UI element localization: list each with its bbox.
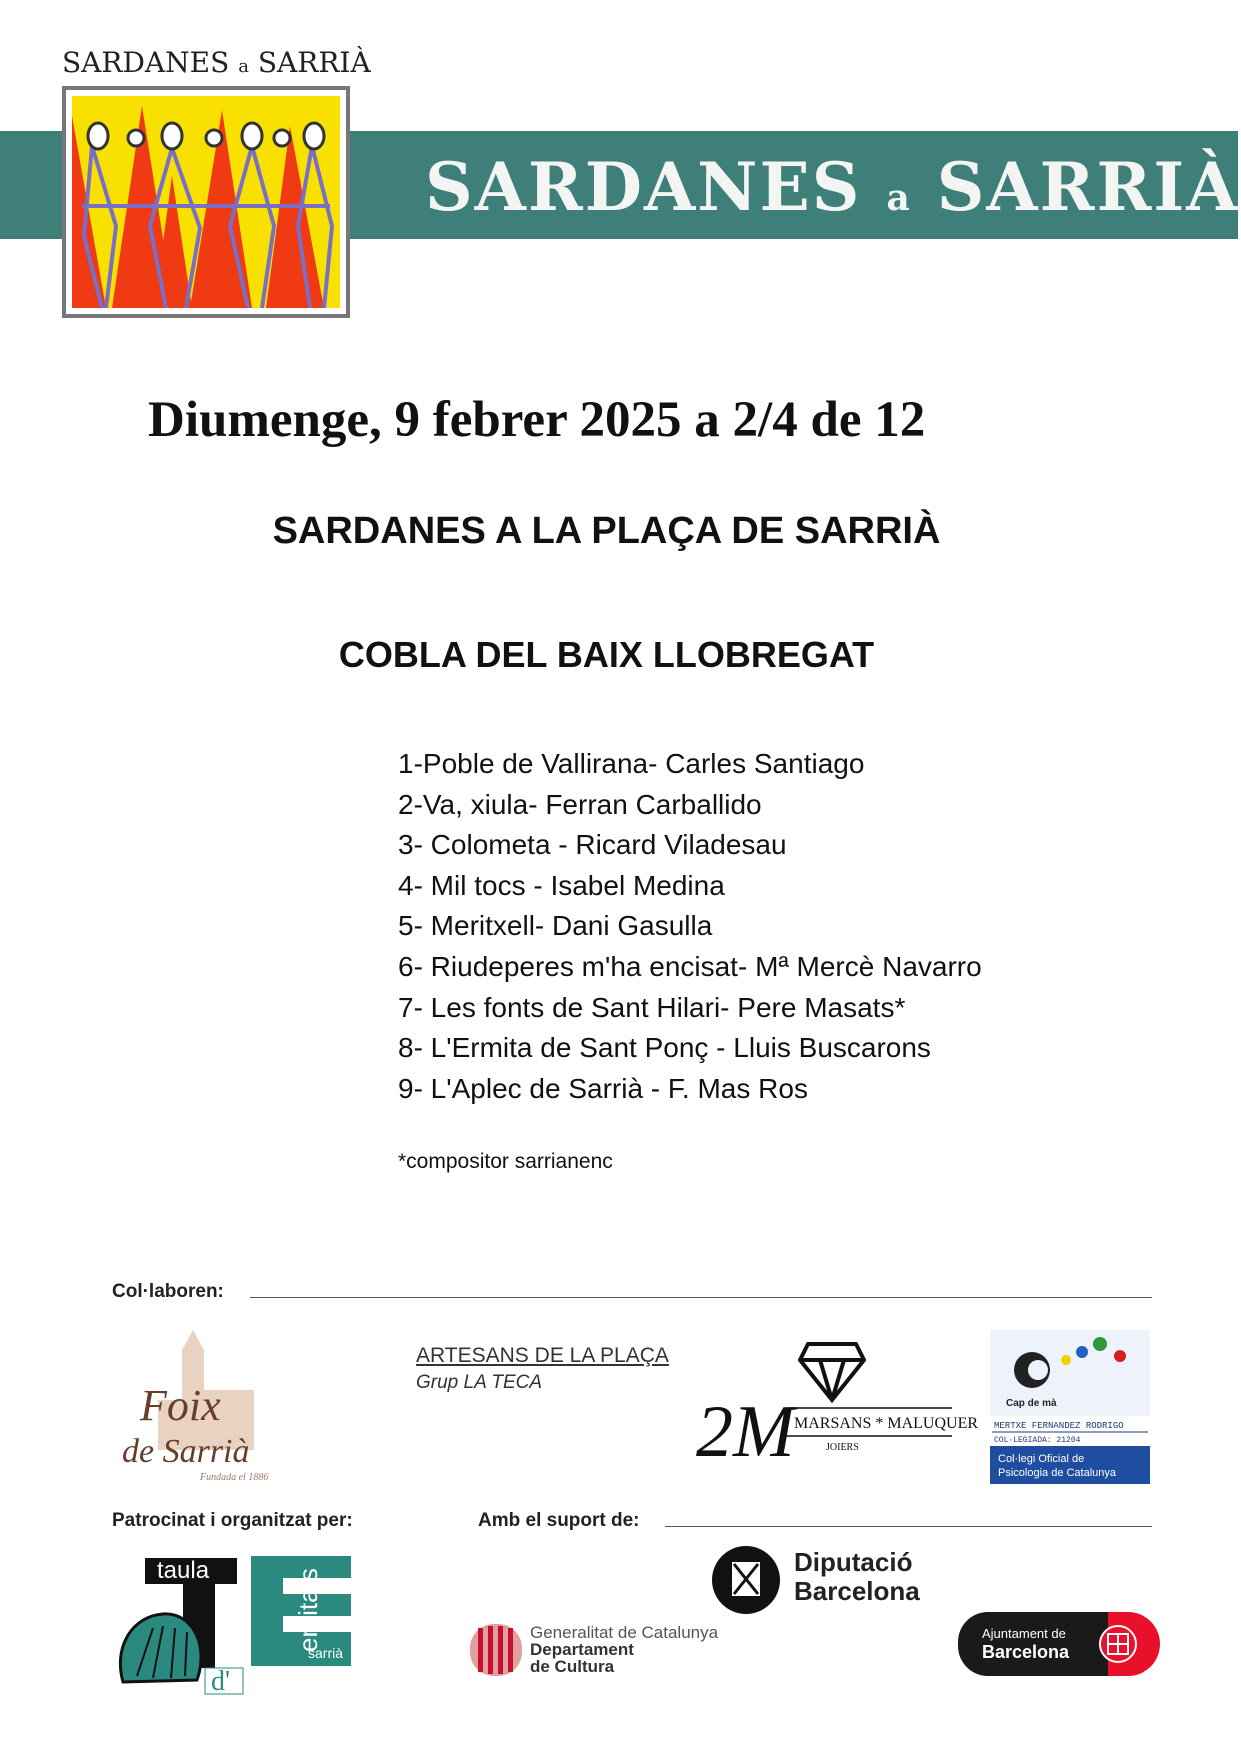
sardana-program-list	[398, 744, 1178, 1109]
list-item: 9- L'Aplec de Sarrià - F. Mas Ros	[398, 1072, 808, 1104]
ajuntament-line1: Ajuntament de	[982, 1626, 1066, 1641]
list-item: 6- Riudeperes m'ha encisat- Mª Mercè Navarro	[398, 950, 982, 982]
artesans-line1: ARTESANS DE LA PLAÇA	[416, 1344, 669, 1367]
diputacio-barcelona-logo	[710, 1544, 940, 1616]
event-date: Diumenge, 9 febrer 2025 a 2/4 de 12	[148, 392, 926, 448]
support-label: Amb el suport de:	[478, 1510, 640, 1531]
ajuntament-line2: Barcelona	[982, 1642, 1070, 1662]
marsans-monogram: 2M	[696, 1391, 795, 1473]
logo-title: SARDANES a SARRIÀ	[62, 46, 371, 79]
taula-word1: taula	[157, 1557, 210, 1584]
psico-brand: Cap de mà	[1006, 1398, 1057, 1409]
foix-tagline: Fundada el 1886	[200, 1472, 269, 1483]
taula-entitats-logo	[113, 1556, 353, 1696]
psico-college2: Psicologia de Catalunya	[998, 1467, 1117, 1479]
band-title: SARDANES a SARRIÀ	[425, 148, 1240, 226]
marsans-name: MARSANS * MALUQUER	[794, 1415, 979, 1432]
list-item: 2-Va, xiula- Ferran Carballido	[398, 788, 762, 820]
collaborators-label: Col·laboren:	[112, 1281, 224, 1302]
list-item: 5- Meritxell- Dani Gasulla	[398, 910, 713, 942]
foix-de-sarria-logo	[118, 1320, 298, 1485]
taula-word2: d'	[211, 1666, 231, 1697]
divider	[250, 1297, 1152, 1298]
artesans-line2: Grup LA TECA	[416, 1372, 543, 1393]
diputacio-line1: Diputació	[794, 1547, 913, 1577]
list-item: 1-Poble de Vallirana- Carles Santiago	[398, 748, 865, 779]
marsans-sub: JOIERS	[826, 1442, 859, 1453]
artesans-logo	[416, 1344, 676, 1404]
taula-place: sarrià	[308, 1645, 344, 1661]
foix-line2: de Sarrià	[122, 1433, 250, 1470]
footnote: *compositor sarrianenc	[398, 1150, 613, 1173]
generalitat-logo	[470, 1622, 730, 1678]
generalitat-line1: Generalitat de Catalunya	[530, 1623, 719, 1642]
event-subtitle: SARDANES A LA PLAÇA DE SARRIÀ	[272, 510, 941, 552]
psychology-logo	[990, 1330, 1150, 1488]
list-item: 8- L'Ermita de Sant Ponç - Lluis Buscarons	[398, 1032, 931, 1064]
generalitat-line2: Departament	[530, 1640, 634, 1659]
psico-person: MERTXE FERNANDEZ RODRIGO	[994, 1421, 1124, 1431]
list-item: 3- Colometa - Ricard Viladesau	[398, 829, 787, 861]
cobla-name: COBLA DEL BAIX LLOBREGAT	[338, 634, 875, 675]
ajuntament-barcelona-logo	[958, 1612, 1154, 1676]
taula-word3: entitats	[293, 1568, 323, 1652]
marsans-maluquer-logo	[696, 1340, 979, 1473]
list-item: 4- Mil tocs - Isabel Medina	[398, 869, 725, 901]
sponsor-label: Patrocinat i organitzat per:	[112, 1510, 353, 1531]
diputacio-line2: Barcelona	[794, 1576, 920, 1606]
divider	[665, 1526, 1152, 1527]
sardana-dancers-logo	[62, 86, 350, 318]
generalitat-line3: de Cultura	[530, 1657, 615, 1676]
psico-college1: Col·legi Oficial de	[998, 1453, 1085, 1465]
list-item: 7- Les fonts de Sant Hilari- Pere Masats*	[398, 991, 906, 1023]
foix-line1: Foix	[140, 1381, 221, 1430]
psico-reg: COL·LEGIADA: 21204	[994, 1436, 1081, 1445]
